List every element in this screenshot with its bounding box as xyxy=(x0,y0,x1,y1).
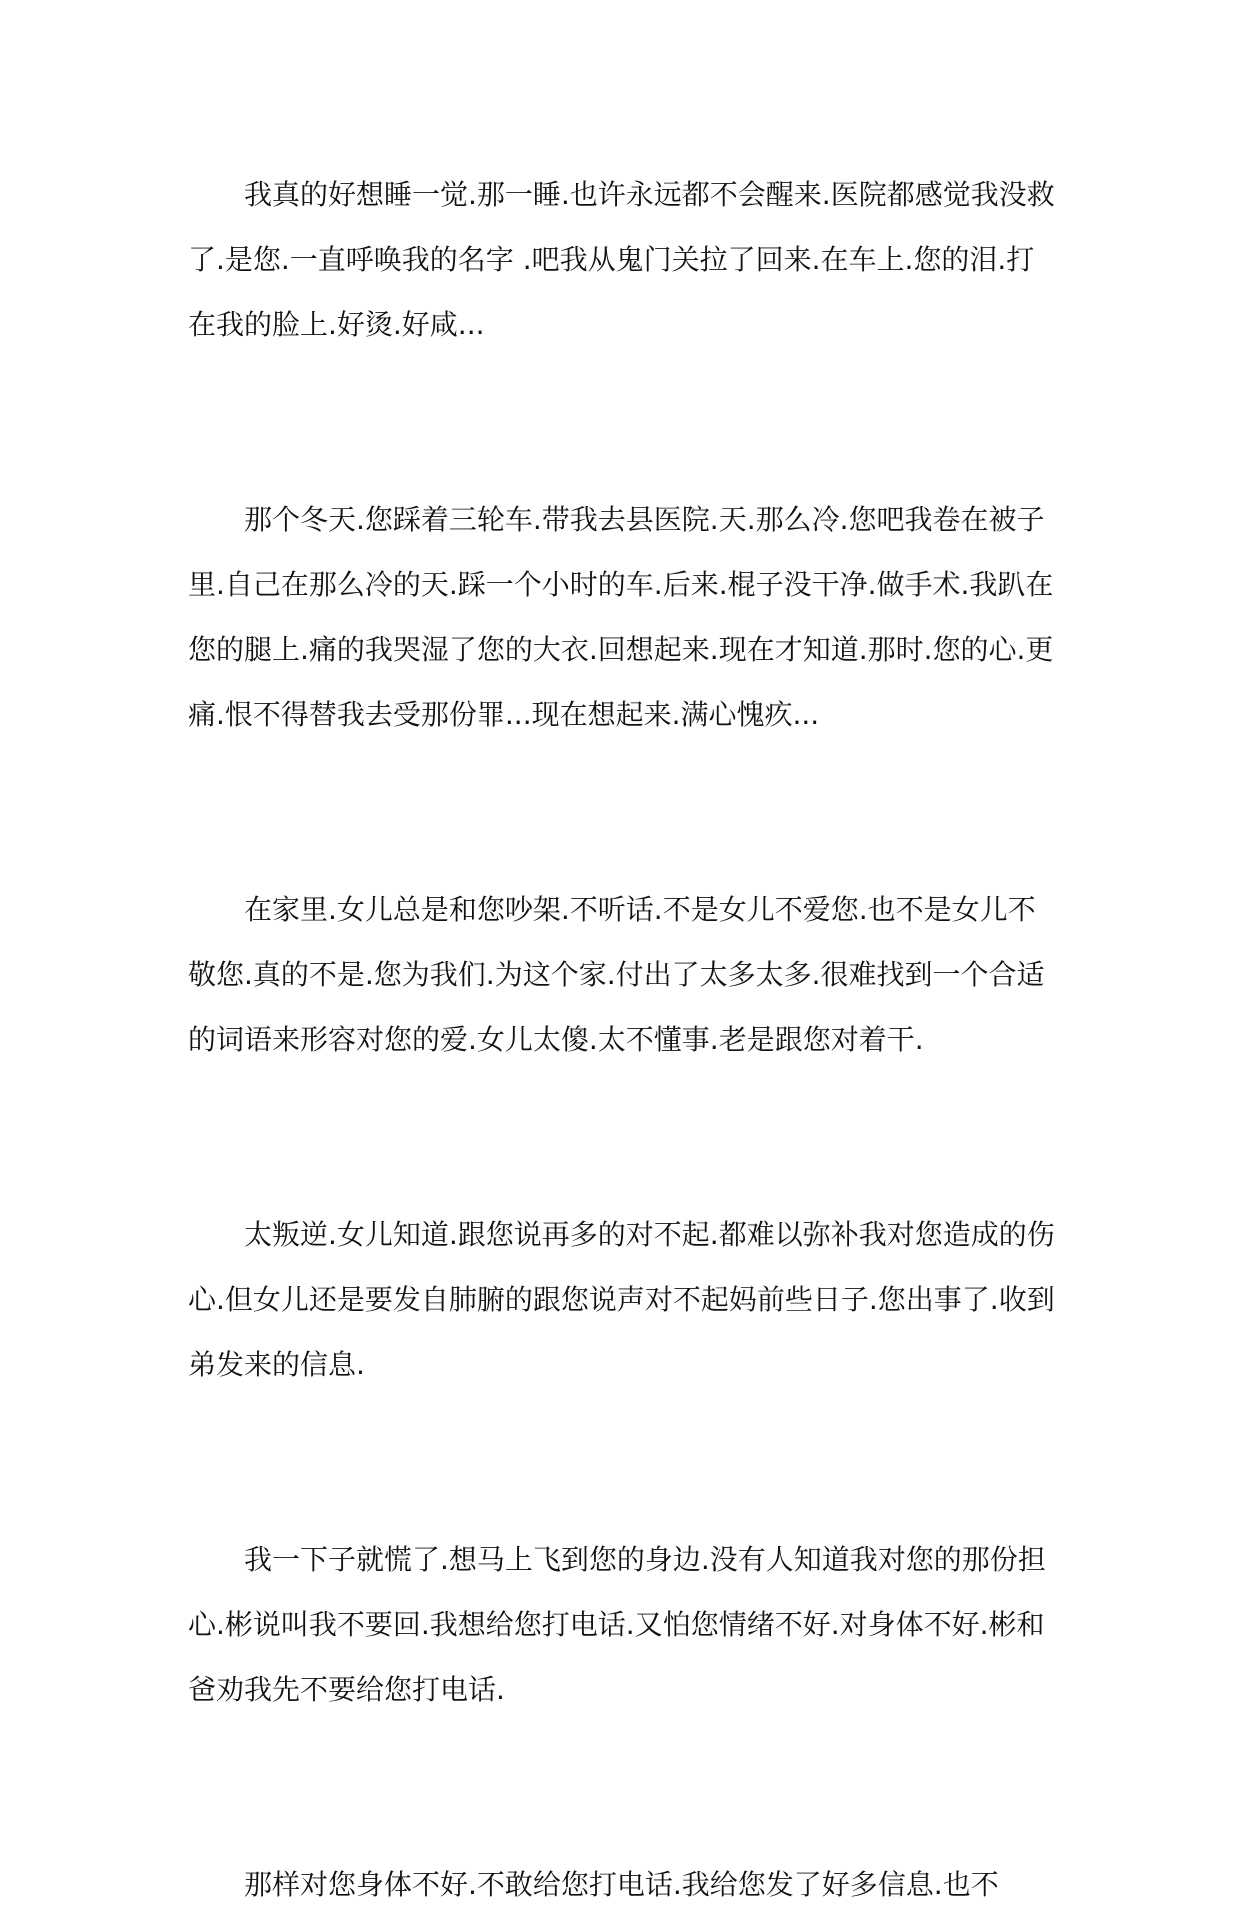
paragraph-3: 在家里.女儿总是和您吵架.不听话.不是女儿不爱您.也不是女儿不敬您.真的不是.您为我们.为这个家.付出了太多太多.很难找到一个合适的词语来形容对您的爱.女儿太傻.太不懂事.老是跟您对着干. xyxy=(188,893,1045,1056)
paragraph-5: 我一下子就慌了.想马上飞到您的身边.没有人知道我对您的那份担心.彬说叫我不要回.我想给您打电话.又怕您情绪不好.对身体不好.彬和爸劝我先不要给您打电话. xyxy=(188,1543,1046,1706)
paragraph-2: 那个冬天.您踩着三轮车.带我去县医院.天.那么冷.您吧我卷在被子里.自己在那么冷的天.踩一个小时的车.后来.棍子没干净.做手术.我趴在您的腿上.痛的我哭湿了您的大衣.回想起来.现在才知道.那时.您的心.更痛.恨不得替我去受那份罪...现在想起来.满心愧疚... xyxy=(188,503,1054,731)
paragraph-1: 我真的好想睡一觉.那一睡.也许永远都不会醒来.医院都感觉我没救了.是您.一直呼唤我的名字 .吧我从鬼门关拉了回来.在车上.您的泪.打在我的脸上.好烫.好咸... xyxy=(188,178,1055,341)
paragraph-6: 那样对您身体不好.不敢给您打电话.我给您发了好多信息.也不 xyxy=(244,1868,999,1901)
paragraph-4: 太叛逆.女儿知道.跟您说再多的对不起.都难以弥补我对您造成的伤心.但女儿还是要发自肺腑的跟您说声对不起妈前些日子.您出事了.收到弟发来的信息. xyxy=(188,1218,1055,1381)
document-body xyxy=(188,162,1058,1917)
